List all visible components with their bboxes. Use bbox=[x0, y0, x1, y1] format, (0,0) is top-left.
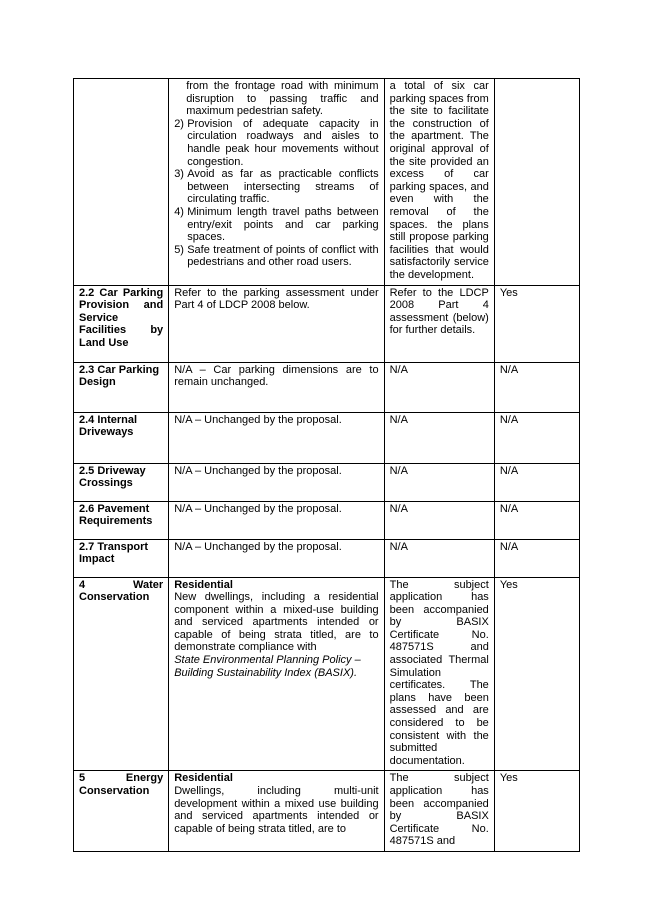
list-item: 3) Avoid as far as practicable conflicts between intersecting streams of circulating traffic. bbox=[174, 168, 379, 206]
requirement-cell: N/A – Car parking dimensions are to remain unchanged. bbox=[169, 362, 384, 412]
requirement-text: New dwellings, including a residential component within a mixed-use building and serviced apartments intended or capable of being strata titled, are to demonstrate compliance with bbox=[174, 591, 379, 654]
section-heading: Residential bbox=[174, 772, 233, 785]
requirement-cell: N/A – Unchanged by the proposal. bbox=[169, 501, 384, 539]
requirement-text: Dwellings, including multi-unit development within a mixed use building and serviced apartments intended or capable of being strata titled, are to bbox=[174, 785, 379, 835]
assessment-cell: Refer to the LDCP 2008 Part 4 assessment (below) for further details. bbox=[384, 285, 494, 362]
table-row bbox=[74, 577, 580, 771]
assessment-cell: N/A bbox=[384, 501, 494, 539]
list-item: 5) Safe treatment of points of conflict with pedestrians and other road users. bbox=[174, 243, 379, 269]
compliance-cell: Yes bbox=[494, 577, 579, 771]
assessment-cell: The subject application has been accompanied by BASIX Certificate No. 487571S and bbox=[384, 771, 494, 852]
assessment-cell: N/A bbox=[384, 539, 494, 577]
table-row bbox=[74, 79, 580, 286]
table-row bbox=[74, 771, 580, 852]
requirement-cell bbox=[169, 771, 384, 852]
list-item: 2) Provision of adequate capacity in circulation roadways and aisles to handle peak hour movements without congestion. bbox=[174, 117, 379, 168]
requirement-cell: Refer to the parking assessment under Part 4 of LDCP 2008 below. bbox=[169, 285, 384, 362]
table-row bbox=[74, 362, 580, 412]
control-cell: 2.4 Internal Driveways bbox=[74, 412, 169, 463]
compliance-cell: Yes bbox=[494, 771, 579, 852]
requirement-cell bbox=[169, 577, 384, 771]
control-cell: 4 Water Conservation bbox=[74, 577, 169, 771]
control-cell: 2.5 Driveway Crossings bbox=[74, 463, 169, 501]
assessment-cell: a total of six car parking spaces from the site to facilitate the construction of the apartment. The original approval of the site provided an excess of car parking spaces, and even with the removal of the spaces. the plans still propose parking facilities that would satisfactorily service the development. bbox=[384, 79, 494, 286]
assessment-cell: The subject application has been accompanied by BASIX Certificate No. 487571S and associated Thermal Simulation certificates. The plans have been assessed and are considered to be consistent with the submitted documentation. bbox=[384, 577, 494, 771]
compliance-cell: N/A bbox=[494, 501, 579, 539]
requirement-cell: N/A – Unchanged by the proposal. bbox=[169, 539, 384, 577]
table-row bbox=[74, 412, 580, 463]
control-cell: 2.3 Car Parking Design bbox=[74, 362, 169, 412]
requirement-cell: N/A – Unchanged by the proposal. bbox=[169, 463, 384, 501]
control-cell: 5 Energy Conservation bbox=[74, 771, 169, 852]
assessment-cell: N/A bbox=[384, 463, 494, 501]
assessment-cell: N/A bbox=[384, 412, 494, 463]
control-cell: 2.2 Car Parking Provision and Service Facilities by Land Use bbox=[74, 285, 169, 362]
table-row bbox=[74, 501, 580, 539]
requirement-cell bbox=[169, 79, 384, 286]
control-cell: 2.6 Pavement Requirements bbox=[74, 501, 169, 539]
assessment-table bbox=[73, 78, 580, 852]
compliance-cell: N/A bbox=[494, 362, 579, 412]
list-item: from the frontage road with minimum disruption to passing traffic and maximum pedestrian safety. bbox=[186, 80, 379, 118]
compliance-cell: N/A bbox=[494, 463, 579, 501]
control-cell bbox=[74, 79, 169, 286]
compliance-cell bbox=[494, 79, 579, 286]
policy-reference: State Environmental Planning Policy – Building Sustainability Index (BASIX). bbox=[174, 654, 361, 679]
assessment-cell: N/A bbox=[384, 362, 494, 412]
table-row bbox=[74, 539, 580, 577]
table-row bbox=[74, 285, 580, 362]
control-cell: 2.7 Transport Impact bbox=[74, 539, 169, 577]
requirement-cell: N/A – Unchanged by the proposal. bbox=[169, 412, 384, 463]
compliance-cell: N/A bbox=[494, 412, 579, 463]
section-heading: Residential bbox=[174, 578, 233, 591]
table-row bbox=[74, 463, 580, 501]
list-item: 4) Minimum length travel paths between entry/exit points and car parking spaces. bbox=[174, 205, 379, 244]
compliance-cell: Yes bbox=[494, 285, 579, 362]
compliance-cell: N/A bbox=[494, 539, 579, 577]
